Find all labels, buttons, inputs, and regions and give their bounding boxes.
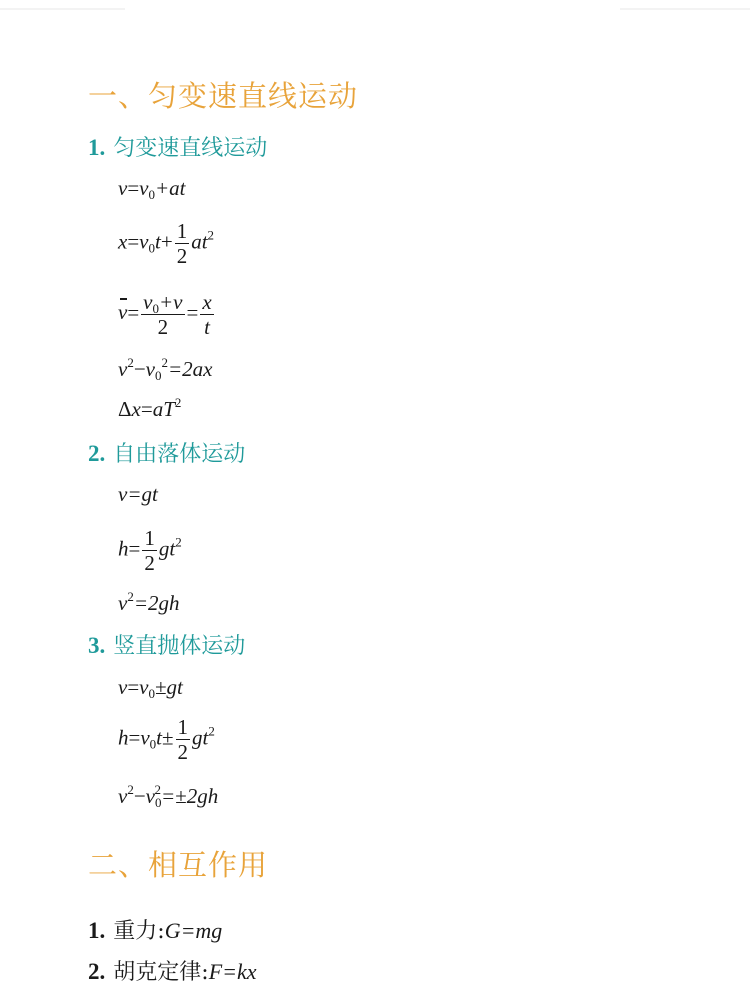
average-velocity-symbol: v: [118, 300, 128, 325]
section-number: 2.: [88, 441, 106, 466]
chapter-title-1: 一、匀变速直线运动: [88, 79, 359, 113]
fraction-x-over-t: $\frac{x}{t}$: [202, 290, 212, 340]
fraction-one-half: $\frac{1}{2}$: [144, 526, 155, 576]
top-divider-left: [0, 8, 125, 10]
section-number: 3.: [88, 633, 106, 658]
fraction-mean-velocity: $\frac{v_0+v}{2}$: [143, 290, 183, 340]
section-heading-2: [88, 437, 245, 468]
formula-velocity-time: $v=v_0+at$: [118, 176, 186, 202]
section-title: 自由落体运动: [113, 442, 246, 467]
chapter-title-2: 二、相互作用: [88, 848, 269, 882]
section-heading-3: [88, 629, 245, 660]
section-heading-1: [88, 131, 267, 162]
fraction-one-half: $\frac{1}{2}$: [176, 219, 188, 269]
section-title: 匀变速直线运动: [113, 136, 268, 161]
formula-velocity-displacement: $v^2-v_0^2=2ax$: [118, 355, 213, 383]
list-item-gravity: 1. 重力:G=mg: [88, 918, 223, 944]
list-item-hookes-law: 2. 胡克定律:F=kx: [88, 959, 257, 985]
fraction-one-half: $\frac{1}{2}$: [177, 715, 189, 765]
formula-free-fall-velocity-squared: $v^2=2gh$: [118, 589, 180, 615]
top-divider-right: [620, 8, 750, 10]
formula-free-fall-height: h= $\frac{1}{2}$ $gt^2$: [118, 526, 182, 576]
formula-vertical-height: $h=v_0t\pm$ $\frac{1}{2}$ $gt^2$: [118, 715, 215, 765]
formula-average-velocity: v= $\frac{v_0+v}{2}$ = $\frac{x}{t}$: [118, 290, 212, 340]
section-number: 1.: [88, 135, 106, 160]
formula-vertical-velocity: $v=v_0\pm gt$: [118, 675, 183, 701]
formula-vertical-velocity-squared: $v^2-v_0^2=\pm 2gh$: [118, 782, 219, 810]
section-title: 竖直抛体运动: [113, 634, 246, 659]
formula-delta-x: $\Delta x=aT^2$: [118, 395, 182, 421]
formula-free-fall-velocity: v=gt: [118, 482, 158, 506]
formula-displacement-time: $x=v_0t+$ $\frac{1}{2}$ $at^2$: [118, 219, 215, 269]
